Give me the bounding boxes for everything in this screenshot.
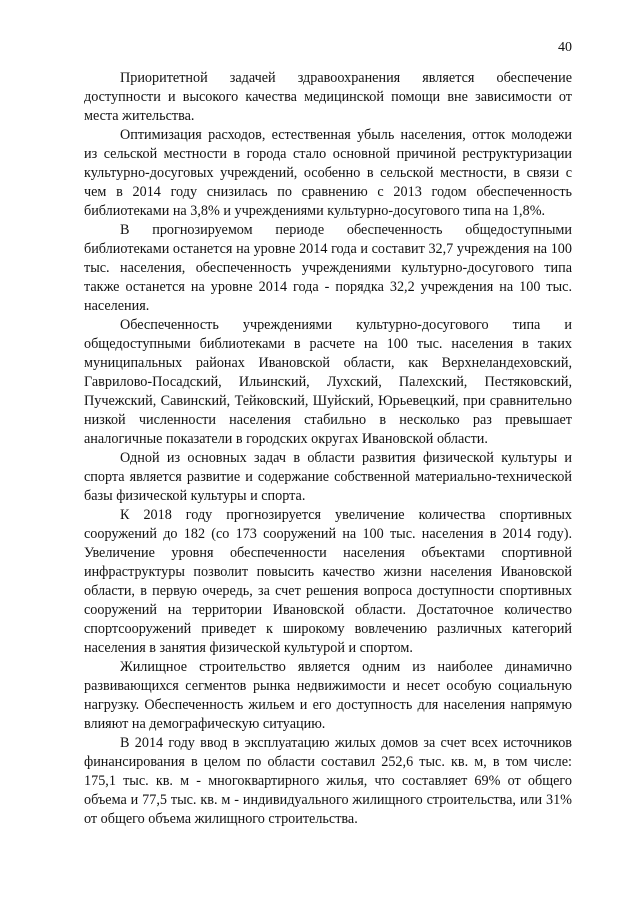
body-text	[84, 69, 572, 829]
paragraph-housing-2014: В 2014 году ввод в эксплуатацию жилых домов за счет всех источников финансирования в целом по области составил 252,6 тыс. кв. м, в том числе: 175,1 тыс. кв. м - многоквартирного жилья, что составляет 69% от общего объема и 77,5 тыс. кв. м - индивидуального жилищного строительства, или 31% от общего объема жилищного строительства.	[84, 735, 572, 827]
paragraph-sports-facilities: К 2018 году прогнозируется увеличение количества спортивных сооружений до 182 (со 173 сооружений на 100 тыс. населения в 2014 году). Увеличение уровня обеспеченности населения объектами спортивной инфраструктуры позволит повысить качество жизни населения Ивановской области, в первую очередь, за счет решения вопроса доступности спортивных сооружений на территории Ивановской области. Достаточное количество спортсооружений приведет к широкому вовлечению различных категорий населения в занятия физической культурой и спортом.	[84, 507, 572, 656]
paragraph-library-forecast: В прогнозируемом периоде обеспеченность общедоступными библиотеками останется на уровне 2014 года и составит 32,7 учреждения на 100 тыс. населения, обеспеченность учреждениями культурно-досугового типа также останется на уровне 2014 года - порядка 32,2 учреждения на 100 тыс. населения.	[84, 222, 572, 314]
paragraph-healthcare-priority: Приоритетной задачей здравоохранения является обеспечение доступности и высокого качества медицинской помощи вне зависимости от места жительства.	[84, 70, 572, 124]
paragraph-sports-tasks: Одной из основных задач в области развития физической культуры и спорта является развитие и содержание собственной материально-технической базы физической культуры и спорта.	[84, 450, 572, 504]
paragraph-cultural-restructuring: Оптимизация расходов, естественная убыль населения, отток молодежи из сельской местности в города стало основной причиной реструктуризации культурно-досуговых учреждений, особенно в сельской местности, в связи с чем в 2014 году снизилась по сравнению с 2013 годом обеспеченность библиотеками на 3,8% и учреждениями культурно-досугового типа на 1,8%.	[84, 127, 572, 219]
page-number: 40	[558, 40, 572, 55]
paragraph-municipal-districts: Обеспеченность учреждениями культурно-досугового типа и общедоступными библиотеками в расчете на 100 тыс. населения в таких муниципальных районах Ивановской области, как Верхнеландеховский, Гаврилово-Посадский, Ильинский, Лухский, Палехский, Пестяковский, Пучежский, Савинский, Тейковский, Шуйский, Юрьевецкий, при сравнительно низкой численности населения стабильно в несколько раз превышает аналогичные показатели в городских округах Ивановской области.	[84, 317, 572, 447]
paragraph-housing-construction: Жилищное строительство является одним из наиболее динамично развивающихся сегментов рынка недвижимости и несет особую социальную нагрузку. Обеспеченность жильем и его доступность для населения напрямую влияют на демографическую ситуацию.	[84, 659, 572, 732]
